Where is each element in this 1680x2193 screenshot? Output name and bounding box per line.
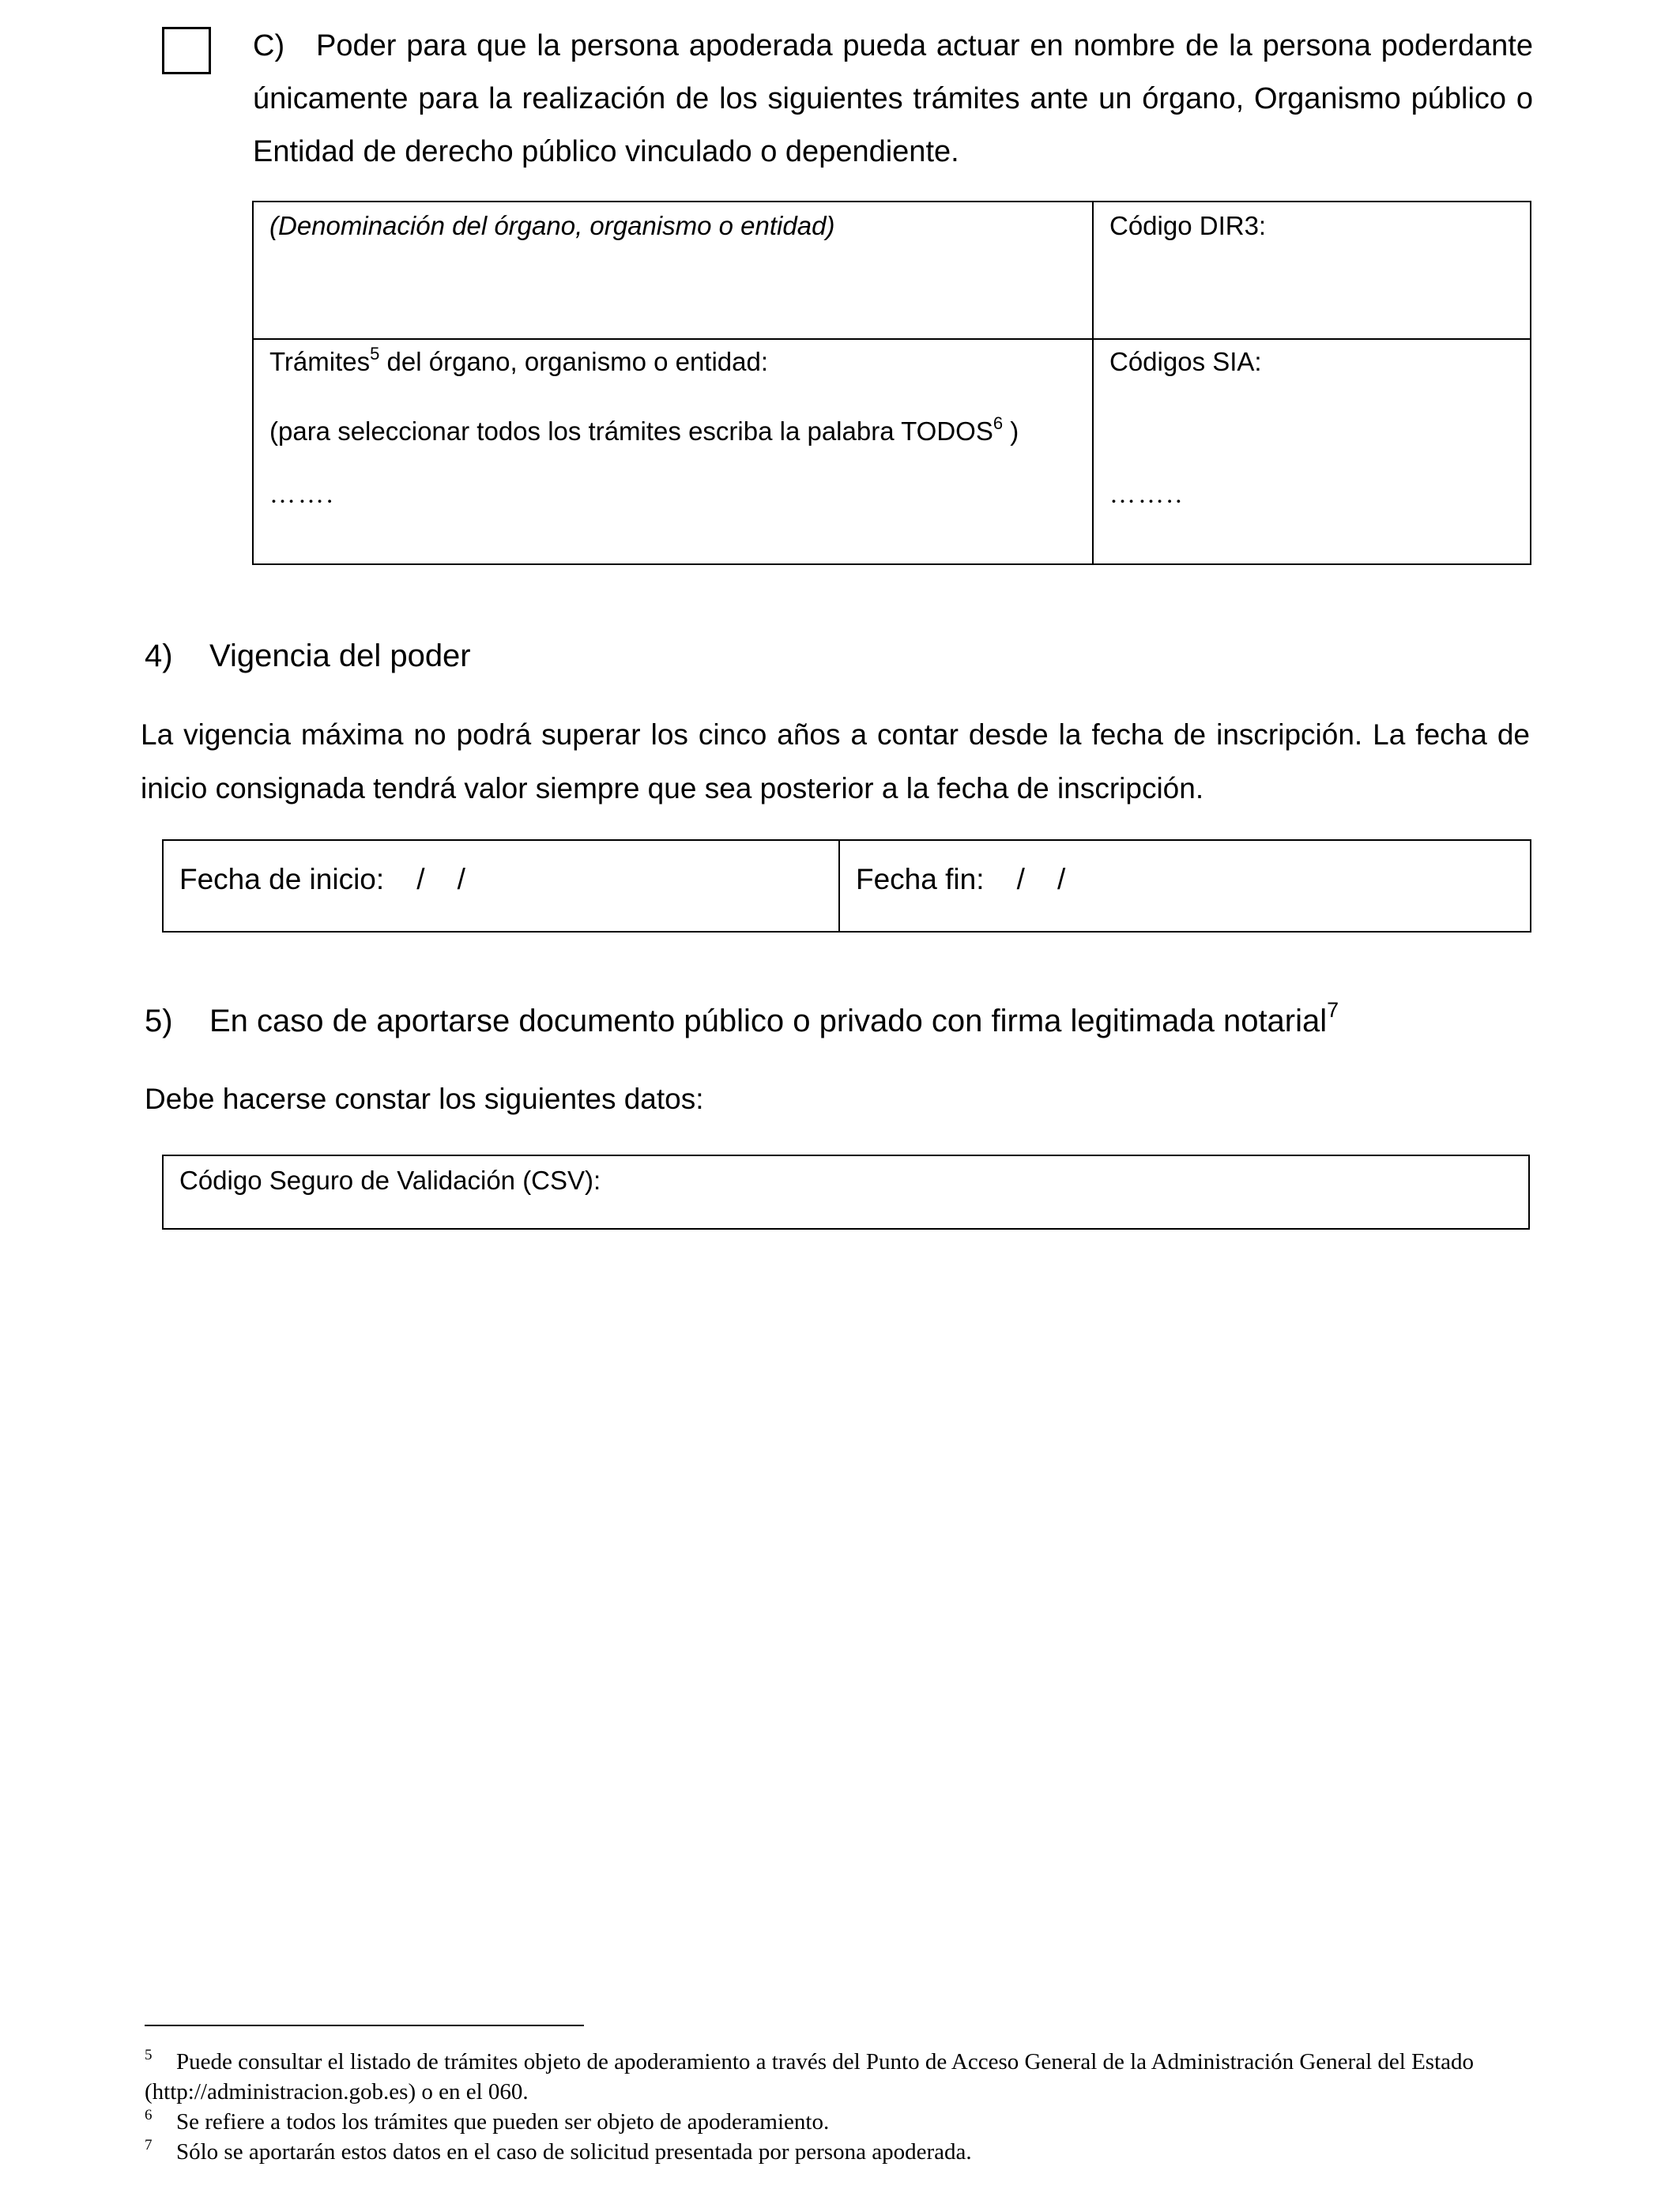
codigos-sia-cell[interactable]: [1093, 339, 1531, 564]
footnotes: [145, 2047, 1530, 2167]
footnote-7: 7 Sólo se aportarán estos datos en el caso de solicitud presentada por persona apoderada.: [145, 2137, 972, 2165]
fecha-inicio-field[interactable]: [163, 840, 839, 932]
vigencia-paragraph: La vigencia máxima no podrá superar los cinco años a contar desde la fecha de inscripción. La fecha de inicio consignada tendrá valor siempre que sea posterior a la fecha de inscripción.: [141, 718, 1530, 804]
sia-dots: ……..: [1109, 480, 1185, 509]
csv-label: Código Seguro de Validación (CSV):: [179, 1166, 601, 1195]
todos-instruction: [269, 413, 1076, 447]
todos-close: ): [1003, 416, 1019, 446]
tramites-label-line: [269, 346, 1076, 378]
denominacion-cell[interactable]: [253, 202, 1093, 339]
codigo-dir3-label: Código DIR3:: [1109, 211, 1267, 240]
tramites-label-rest: del órgano, organismo o entidad:: [379, 347, 769, 376]
section-5-heading: [145, 998, 1339, 1039]
denominacion-label: (Denominación del órgano, organismo o entidad): [269, 211, 835, 240]
footnote-separator: [145, 2025, 584, 2026]
fecha-inicio-label: Fecha de inicio: / /: [179, 863, 465, 895]
csv-table: [162, 1155, 1530, 1230]
fechas-table: [162, 839, 1531, 933]
footnote-ref-7: 7: [1327, 998, 1339, 1022]
footnote-text: Sólo se aportarán estos datos en el caso de solicitud presentada por persona apoderada.: [176, 2139, 972, 2165]
datos-paragraph: Debe hacerse constar los siguientes datos:: [145, 1083, 704, 1115]
section-4-heading: [145, 639, 471, 674]
tramites-cell[interactable]: [253, 339, 1093, 564]
todos-text: (para seleccionar todos los trámites escriba la palabra TODOS: [269, 416, 993, 446]
footnote-6: 6 Se refiere a todos los trámites que pueden ser objeto de apoderamiento.: [145, 2107, 830, 2135]
option-c-text: [253, 20, 1533, 179]
footnote-ref-6: 6: [993, 413, 1004, 433]
tramites-label: Trámites: [269, 347, 371, 376]
tramites-dots: …….: [269, 480, 336, 509]
tramites-table: [252, 201, 1531, 565]
csv-field[interactable]: [163, 1155, 1529, 1229]
section-5-title: En caso de aportarse documento público o privado con firma legitimada notarial: [209, 1004, 1328, 1038]
footnote-text: Se refiere a todos los trámites que pueden ser objeto de apoderamiento.: [176, 2109, 830, 2135]
section-4-number: 4): [145, 639, 173, 673]
checkbox-option-c[interactable]: [162, 27, 211, 74]
footnote-ref-5: 5: [370, 344, 380, 364]
codigos-sia-label: Códigos SIA:: [1109, 347, 1262, 376]
section-4-title: Vigencia del poder: [209, 639, 471, 673]
fecha-fin-label: Fecha fin: / /: [856, 863, 1066, 895]
footnote-text: Puede consultar el listado de trámites objeto de apoderamiento a través del Punto de Acceso General de la Administración General del Estado (http://administracion.gob.es) o en el 060.: [145, 2049, 1474, 2104]
codigo-dir3-cell[interactable]: [1093, 202, 1531, 339]
fecha-fin-field[interactable]: [839, 840, 1531, 932]
option-c-description: Poder para que la persona apoderada pueda actuar en nombre de la persona poderdante únicamente para la realización de los siguientes trámites ante un órgano, Organismo público o Entidad de derecho público vinculado o dependiente.: [253, 29, 1533, 168]
footnote-5: 5 Puede consultar el listado de trámites objeto de apoderamiento a través del Punto de Acceso General de la Administración General del Estado (http://administracion.gob.es) o en el 060.: [145, 2047, 1474, 2104]
section-5-number: 5): [145, 1004, 173, 1038]
option-c-label: C): [253, 29, 285, 62]
